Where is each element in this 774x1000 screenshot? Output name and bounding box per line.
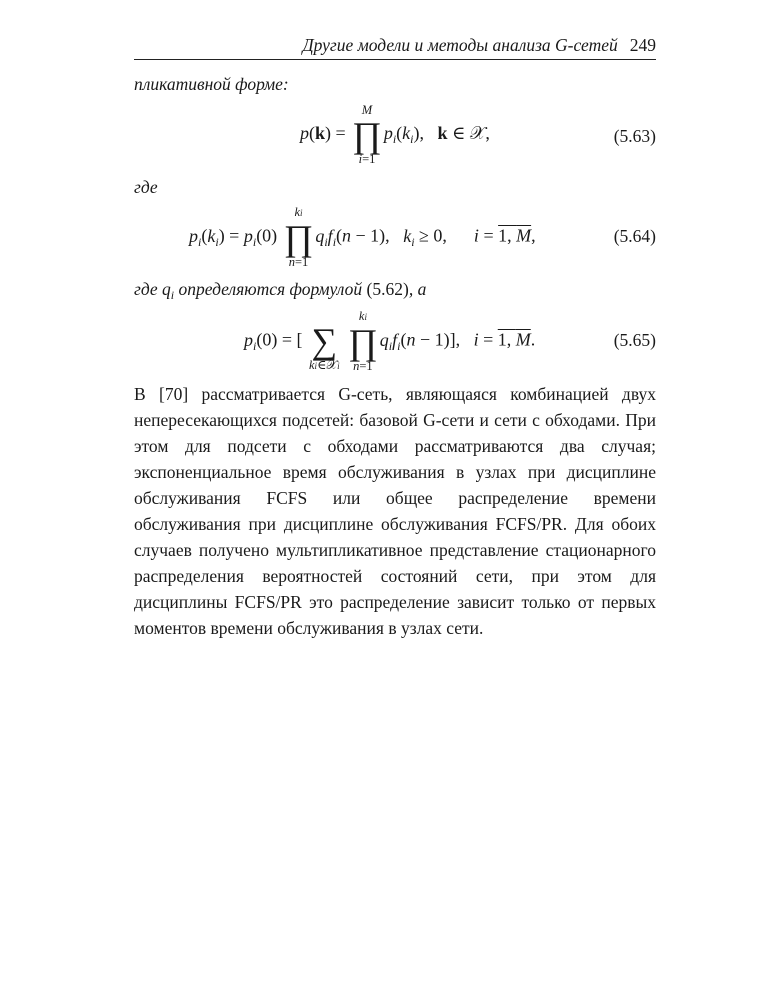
page-number: 249: [629, 35, 656, 55]
equation-5-65: $p_i(0)$ = [ ∑ ki∈𝒳i ki ∏ n=1 $q_if_i(n - 1)$], i = 1, M.: [244, 309, 536, 373]
gde-qi-tail: , а: [408, 279, 427, 299]
intro-fragment: пликативной форме:: [134, 74, 289, 94]
running-head: [134, 36, 656, 60]
equation-number-5-64: (5.64): [613, 226, 656, 246]
product-operator: M ∏ i=1: [352, 103, 382, 166]
gde-qi-line: где $q_i$ определяются формулой (5.62), а: [134, 279, 427, 302]
gde-qi-ref: (5.62): [366, 279, 409, 299]
gde-qi-word: где: [134, 279, 158, 299]
gde-label: где: [134, 177, 158, 197]
sum-operator: ∑ ki∈𝒳i: [308, 321, 340, 372]
product-operator: ki ∏ n=1: [283, 205, 314, 269]
equation-number-5-63: (5.63): [613, 126, 656, 146]
body-paragraph: В [70] рассматривается G-сеть, являющаяся комбинацией двух непересекающихся подсетей: базовой G-сети и сети с обходами. При этом для подсети с обходами рассматриваются два случая; экспоненциальное время обслуживания в узлах при дисциплине обслуживания FCFS или общее распределение времени обслуживания при дисциплине обслуживания FCFS/PR. Для обоих случаев получено мультипликативное представление стационарного распределения вероятностей состояний сети, при этом для дисциплины FCFS/PR это распределение зависит только от первых моментов времени обслуживания в узлах сети.: [134, 384, 656, 638]
equation-number-5-65: (5.65): [613, 330, 656, 350]
product-operator: ki ∏ n=1: [348, 309, 378, 373]
equation-5-63: p(k) = M ∏ i=1 $p_i(k_i)$, k ∈ 𝒳,: [300, 103, 490, 166]
gde-qi-text: определяются формулой: [178, 279, 363, 299]
running-head-title: Другие модели и методы анализа G-сетей: [302, 35, 618, 55]
equation-5-64: $p_i(k_i) = p_i(0)$ ki ∏ n=1 $q_if_i(n - 1)$, $k_i \ge 0$, i = 1, M,: [189, 205, 536, 269]
